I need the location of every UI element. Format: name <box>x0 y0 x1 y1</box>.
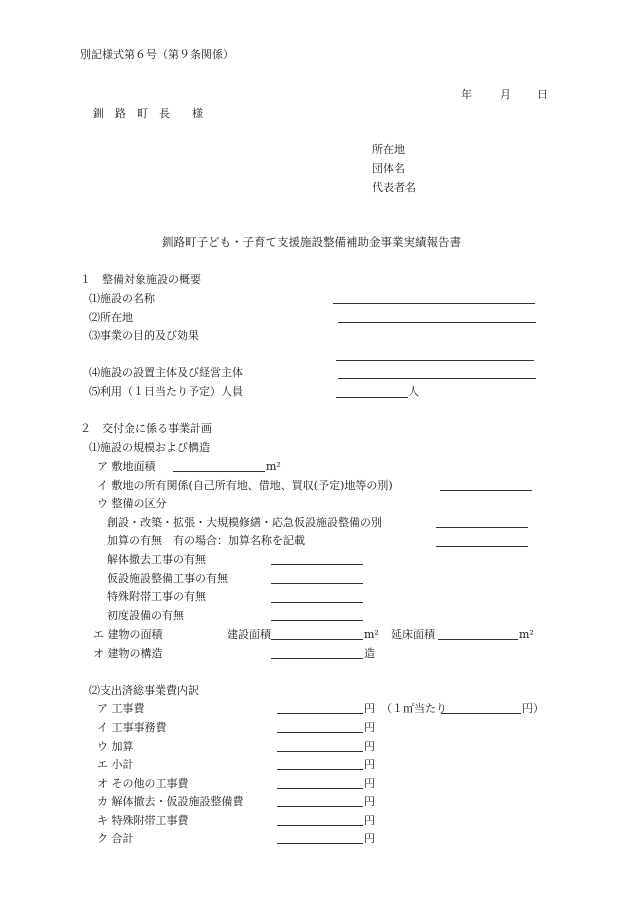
cost-field-office[interactable] <box>277 732 363 733</box>
cost-label-subtotal: エ 小計 <box>97 758 134 771</box>
date-month-label: 月 <box>500 88 511 101</box>
date-year-label: 年 <box>461 88 472 101</box>
initial-equipment-label: 初度設備の有無 <box>107 609 184 622</box>
form-number: 別記様式第６号（第９条関係） <box>80 48 234 61</box>
yen-unit: 円 <box>364 702 375 715</box>
cost-label-special: キ 特殊附帯工事費 <box>97 814 189 827</box>
cost-label-construction: ア 工事費 <box>97 702 145 715</box>
purpose-field[interactable] <box>336 360 534 361</box>
yen-unit: 円 <box>364 814 375 827</box>
structure-label: オ 建物の構造 <box>93 647 163 660</box>
capacity-unit: 人 <box>408 385 419 398</box>
cost-label-total: ク 合計 <box>97 832 134 845</box>
build-area-unit: m² <box>364 628 379 641</box>
addressee: 釧 路 町 長 様 <box>93 107 203 120</box>
temporary-facility-label: 仮設施設整備工事の有無 <box>107 572 228 585</box>
demolition-label: 解体撤去工事の有無 <box>107 553 206 566</box>
operator-label: ⑷施設の設置主体及び経営主体 <box>89 366 243 379</box>
section1-heading: １ 整備対象施設の概要 <box>80 273 201 286</box>
location-field[interactable] <box>338 322 536 323</box>
site-area-label: ア 敷地面積 <box>97 460 156 473</box>
scale-structure-label: ⑴施設の規模および構造 <box>89 441 210 454</box>
section2-heading: ２ 交付金に係る事業計画 <box>80 422 212 435</box>
cost-field-total[interactable] <box>277 843 363 844</box>
construction-type-field[interactable] <box>436 527 528 528</box>
yen-unit: 円 <box>364 777 375 790</box>
yen-unit: 円 <box>364 758 375 771</box>
cost-field-construction[interactable] <box>277 713 363 714</box>
addition-label: 加算の有無 有の場合：加算名称を記載 <box>107 534 305 547</box>
structure-field[interactable] <box>271 658 363 659</box>
yen-unit: 円 <box>364 832 375 845</box>
category-label: ウ 整備の区分 <box>97 497 167 510</box>
facility-name-label: ⑴施設の名称 <box>89 292 155 305</box>
capacity-label: ⑸利用（１日当たり予定）人員 <box>89 385 243 398</box>
addition-field[interactable] <box>436 546 528 547</box>
org-label: 団体名 <box>372 162 405 175</box>
temporary-facility-field[interactable] <box>271 583 363 584</box>
per-sqm-field[interactable] <box>441 713 521 714</box>
cost-label-demolition: カ 解体撤去・仮設施設整備費 <box>97 795 244 808</box>
cost-breakdown-label: ⑵支出済総事業費内訳 <box>89 684 199 697</box>
site-area-unit: m² <box>266 460 281 473</box>
cost-field-other[interactable] <box>277 788 363 789</box>
build-area-label: 建設面積 <box>227 628 271 641</box>
demolition-field[interactable] <box>271 564 363 565</box>
document-title: 釧路町子ども・子育て支援施設整備補助金事業実績報告書 <box>162 235 461 249</box>
yen-unit: 円 <box>364 740 375 753</box>
building-area-label: エ 建物の面積 <box>93 628 163 641</box>
cost-field-subtotal[interactable] <box>277 769 363 770</box>
cost-label-addition: ウ 加算 <box>97 740 134 753</box>
date-day-label: 日 <box>537 88 548 101</box>
special-work-label: 特殊附帯工事の有無 <box>107 590 206 603</box>
initial-equipment-field[interactable] <box>271 620 363 621</box>
site-area-field[interactable] <box>173 471 265 472</box>
construction-type-label: 創設・改築・拡張・大規模修繕・応急仮設施設整備の別 <box>107 516 382 529</box>
capacity-field[interactable] <box>336 397 408 398</box>
cost-label-other: オ その他の工事費 <box>97 777 189 790</box>
cost-field-addition[interactable] <box>277 751 363 752</box>
special-work-field[interactable] <box>271 602 363 603</box>
floor-area-unit: m² <box>519 628 534 641</box>
operator-field[interactable] <box>338 378 536 379</box>
land-ownership-label: イ 敷地の所有関係(自己所有地、借地、買収(予定)地等の別) <box>97 479 393 492</box>
cost-field-special[interactable] <box>277 825 363 826</box>
representative-label: 代表者名 <box>372 181 416 194</box>
floor-area-label: 延床面積 <box>391 628 435 641</box>
cost-field-demolition[interactable] <box>277 806 363 807</box>
yen-unit: 円 <box>364 795 375 808</box>
land-ownership-field[interactable] <box>440 490 532 491</box>
structure-unit: 造 <box>364 647 375 660</box>
per-sqm-prefix: （１㎡当たり <box>381 702 447 715</box>
floor-area-field[interactable] <box>438 639 518 640</box>
address-label: 所在地 <box>372 143 405 156</box>
per-sqm-suffix: 円） <box>522 702 544 715</box>
purpose-label: ⑶事業の目的及び効果 <box>89 329 199 342</box>
cost-label-office: イ 工事事務費 <box>97 721 167 734</box>
facility-name-field[interactable] <box>333 303 535 304</box>
yen-unit: 円 <box>364 721 375 734</box>
build-area-field[interactable] <box>271 639 363 640</box>
location-label: ⑵所在地 <box>89 311 133 324</box>
